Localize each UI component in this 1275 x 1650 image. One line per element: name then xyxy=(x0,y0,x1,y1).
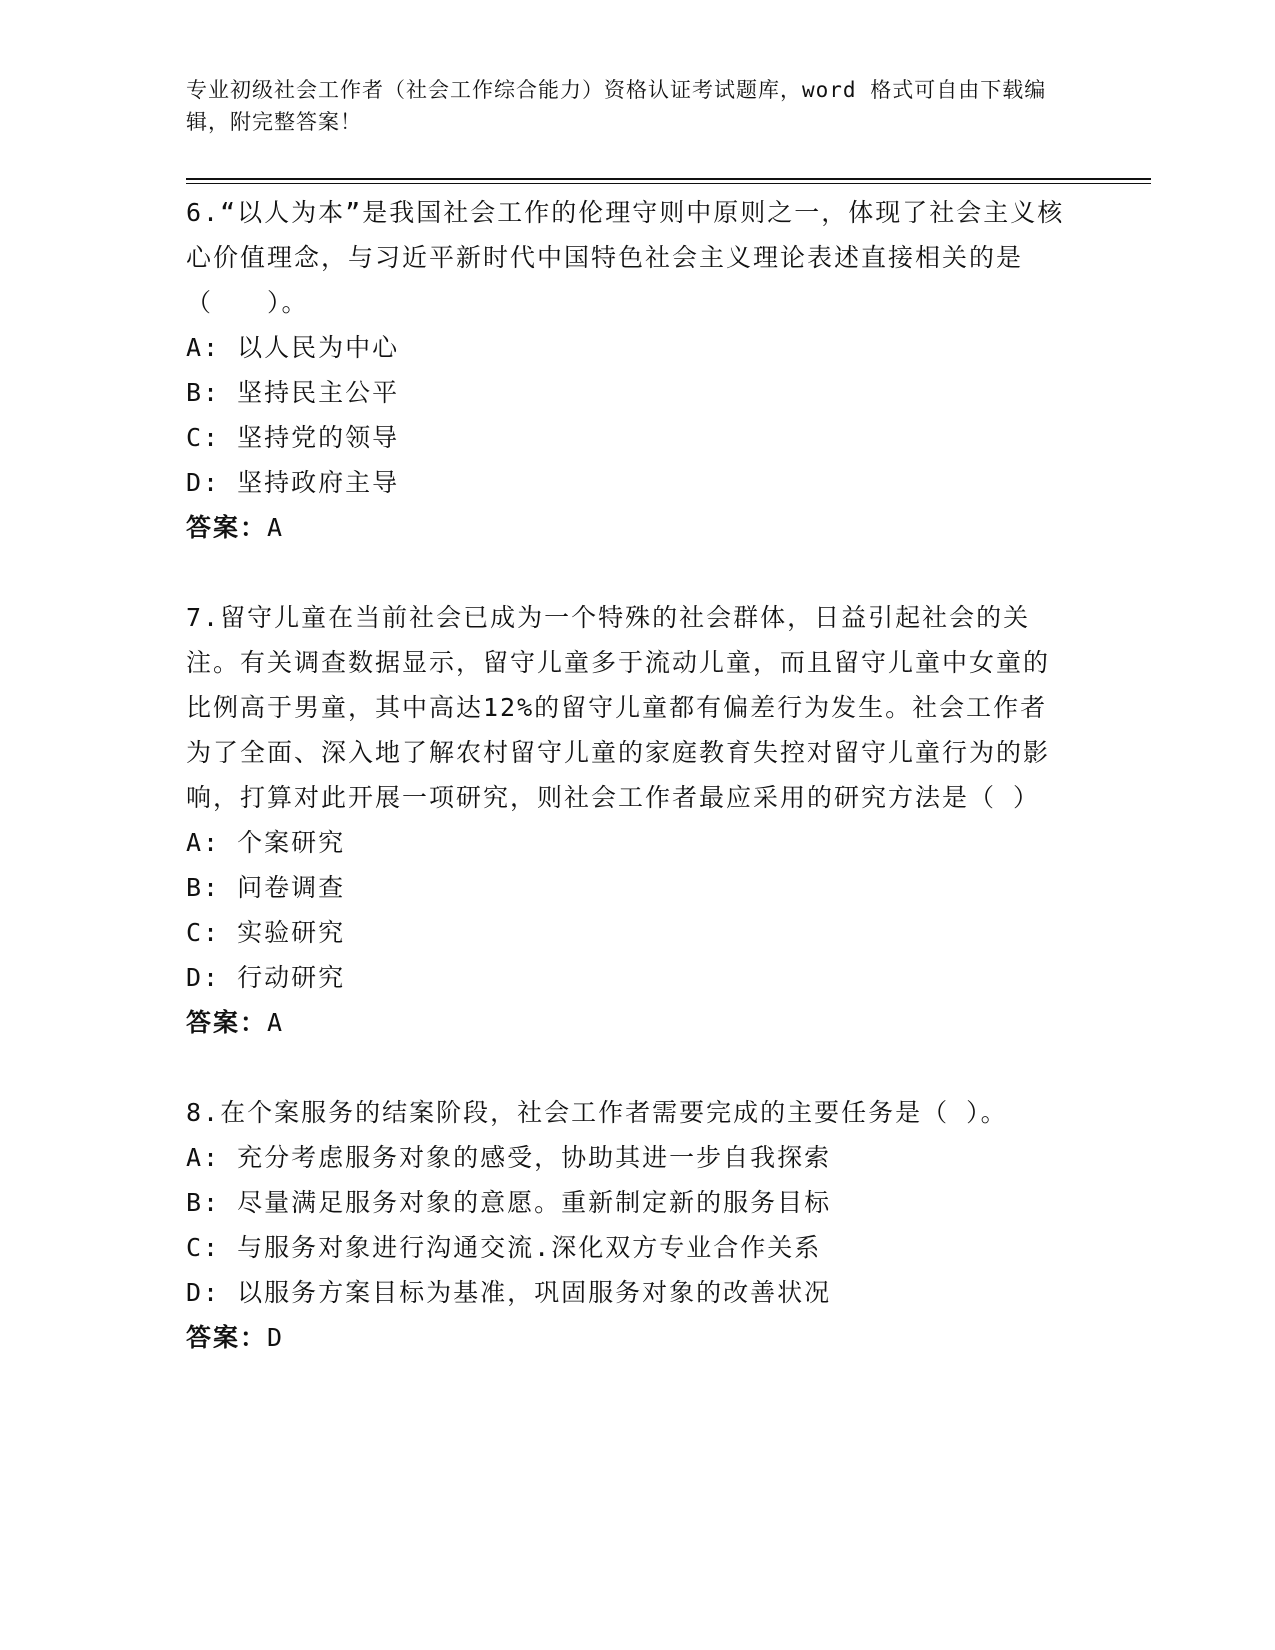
option-b: B: 问卷调查 xyxy=(186,873,346,902)
question-block xyxy=(186,595,1066,1045)
answer-label: 答案： xyxy=(186,513,268,542)
option-c: C: 坚持党的领导 xyxy=(186,423,400,452)
answer-line xyxy=(186,1000,1066,1045)
answer-line xyxy=(186,505,1066,550)
header-rule-thick xyxy=(186,178,1151,180)
answer-value: A xyxy=(267,513,283,542)
header-rule-thin xyxy=(186,183,1151,184)
option-a: A: 以人民为中心 xyxy=(186,333,400,362)
document-header: 专业初级社会工作者（社会工作综合能力）资格认证考试题库，word 格式可自由下载编辑，附完整答案！ xyxy=(186,78,1047,134)
question-block xyxy=(186,190,1066,550)
answer-label: 答案： xyxy=(186,1323,268,1352)
question-stem: 8.在个案服务的结案阶段，社会工作者需要完成的主要任务是（ ）。 xyxy=(186,1098,1008,1127)
option-b: B: 尽量满足服务对象的意愿。重新制定新的服务目标 xyxy=(186,1188,832,1217)
option-d: D: 坚持政府主导 xyxy=(186,468,400,497)
question-block xyxy=(186,1090,1066,1360)
option-c: C: 实验研究 xyxy=(186,918,346,947)
answer-value: D xyxy=(267,1323,283,1352)
answer-value: A xyxy=(267,1008,283,1037)
option-d: D: 行动研究 xyxy=(186,963,346,992)
question-stem: 6.“以人为本”是我国社会工作的伦理守则中原则之一，体现了社会主义核心价值理念，与习近平新时代中国特色社会主义理论表述直接相关的是（ ）。 xyxy=(186,198,1065,317)
option-a: A: 个案研究 xyxy=(186,828,346,857)
question-list xyxy=(186,190,1066,1405)
option-c: C: 与服务对象进行沟通交流.深化双方专业合作关系 xyxy=(186,1233,822,1262)
option-b: B: 坚持民主公平 xyxy=(186,378,400,407)
option-d: D: 以服务方案目标为基准，巩固服务对象的改善状况 xyxy=(186,1278,832,1307)
option-a: A: 充分考虑服务对象的感受，协助其进一步自我探索 xyxy=(186,1143,832,1172)
question-stem: 7.留守儿童在当前社会已成为一个特殊的社会群体，日益引起社会的关注。有关调查数据显示，留守儿童多于流动儿童，而且留守儿童中女童的比例高于男童，其中高达12%的留守儿童都有偏差行为发生。社会工作者为了全面、深入地了解农村留守儿童的家庭教育失控对留守儿童行为的影响，打算对此开展一项研究，则社会工作者最应采用的研究方法是（ ） xyxy=(186,603,1051,812)
answer-label: 答案： xyxy=(186,1008,268,1037)
answer-line xyxy=(186,1315,1066,1360)
